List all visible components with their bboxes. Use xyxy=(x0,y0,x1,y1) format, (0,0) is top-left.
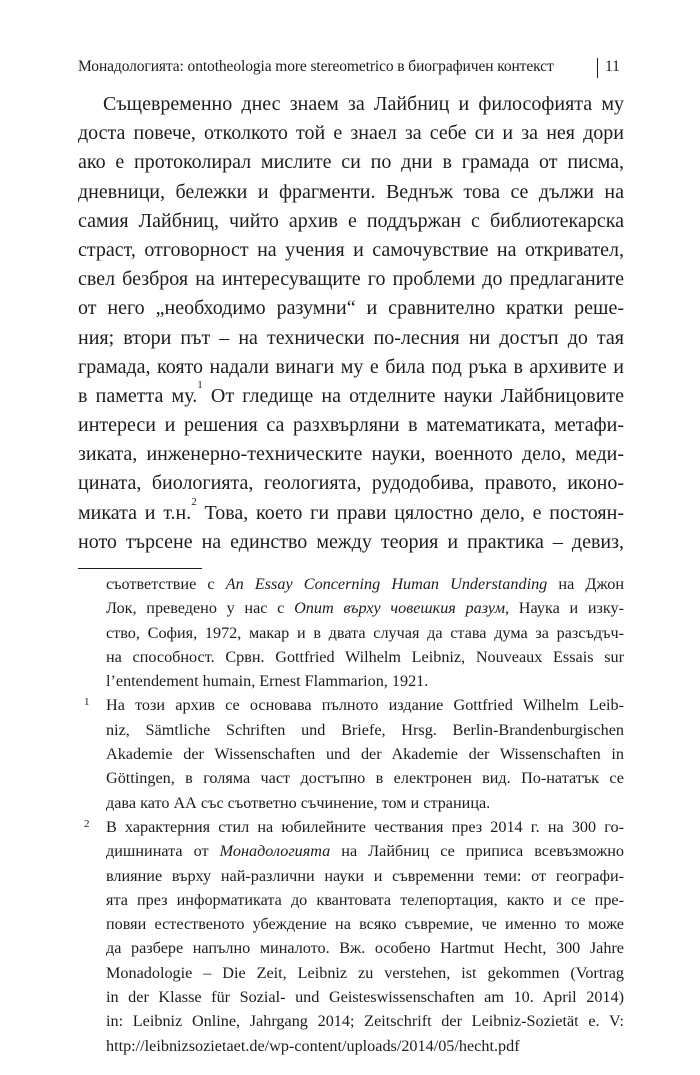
body-text-segment: Това, което ги прави цялостно дело, е постоян- xyxy=(204,501,624,524)
body-text-segment: От гледище на отделните науки Лайбницовите xyxy=(210,384,625,407)
footnote-line: В характерния стил на юбилейните чествания през 2014 г. на 300 го- xyxy=(106,817,624,836)
body-line: ното търсене на единство между теория и практика – девиз, xyxy=(78,530,624,553)
body-line: цината, биологията, геологията, рудодобива, правото, иконо- xyxy=(78,472,624,495)
body-line: самия Лайбниц, чийто архив е поддържан с библиотекарска xyxy=(78,209,624,232)
footnote-line: На този архив се основава пълното издание Gottfried Wilhelm Leib- xyxy=(106,696,624,715)
footnotes xyxy=(78,572,624,1058)
footnote-text: , Наука и изку- xyxy=(505,599,624,618)
footnote-line: ство, София, 1972, макар и в двата случая да става дума за разсъдъч- xyxy=(106,623,624,642)
footnote-marker: 1 xyxy=(84,696,90,709)
footnote-line: ята през информатиката до квантовата телепортация, както и се пре- xyxy=(106,890,624,909)
body-line: свел безброя на интересуващите го проблеми до предлаганите xyxy=(78,268,624,291)
footnote-text: на Джон xyxy=(547,575,624,593)
footnote-line: Göttingen, в голяма част достъпно в електронен вид. По-нататък се xyxy=(106,769,624,788)
footnote-reference-1[interactable]: 1 xyxy=(197,378,203,391)
footnote-text: Лок, преведено у нас с xyxy=(106,599,295,618)
body-text-segment: в паметта му. xyxy=(78,384,198,407)
footnote-2 xyxy=(78,815,624,1058)
footnote-text: на Лайбниц се приписа всевъзможно xyxy=(330,842,625,861)
footnote-text: съответствие с xyxy=(106,575,226,593)
footnote-line xyxy=(106,596,624,620)
footnote-line: да разбере напълно миналото. Вж. особено Hartmut Hecht, 300 Jahre xyxy=(106,939,624,958)
footnote-reference-2[interactable]: 2 xyxy=(191,495,197,508)
footnote-line: на способност. Срвн. Gottfried Wilhelm Leibniz, Nouveaux Essais sur xyxy=(106,647,624,666)
body-line: грамада, която надали винаги му е била под ръка в архивите и xyxy=(78,355,624,378)
body-line xyxy=(78,378,625,411)
body-line: дневници, бележки и фрагменти. Веднъж това се дължи на xyxy=(78,180,624,203)
body-line: от него „необходимо разумни“ и сравнително кратки реше- xyxy=(78,297,624,320)
body-text-segment: миката и т.н. xyxy=(78,501,192,524)
body-line: зиката, инженерно-техническите науки, военното дело, меди- xyxy=(78,443,624,466)
footnote-line: Akademie der Wissenschaften und der Akademie der Wissenschaften in xyxy=(106,745,624,764)
footnote-line: in: Leibniz Online, Jahrgang 2014; Zeitschrift der Leibniz-Sozietät e. V: xyxy=(106,1012,624,1031)
footnote-line: l’entendement humain, Ernest Flammarion, 1921. xyxy=(106,672,429,691)
footnote-text: дишнината от xyxy=(106,842,220,861)
footnote-line: in der Klasse für Sozial- und Geisteswissenschaften am 10. April 2014) xyxy=(106,988,624,1007)
running-header-title: Монадологията: ontotheologia more stereometrico в биографичен контекст xyxy=(78,58,554,75)
footnote-continued xyxy=(78,572,624,693)
footnote-italic-title: Опит върху човешкия разум xyxy=(294,599,506,618)
footnote-line: влияние върху най-различни науки и съвременни теми: от географи- xyxy=(106,866,624,885)
body-line xyxy=(78,495,624,528)
header-separator xyxy=(597,58,598,78)
footnote-line: niz, Sämtliche Schriften und Briefe, Hrsg. Berlin-Brandenburgischen xyxy=(106,720,624,739)
footnote-line xyxy=(106,572,624,596)
body-line: ния; втори път – на технически по-лесния ни достъп до тая xyxy=(78,326,624,349)
footnote-italic-title: An Essay Concerning Human Understanding xyxy=(225,575,548,593)
footnote-line: дава като АА със съответно съчинение, том и страница. xyxy=(106,793,491,812)
body-line: доста повече, отколкото той е знаел за себе си и за нея дори xyxy=(78,122,624,145)
body-line: страст, отговорност на учения и самочувствие на откривател, xyxy=(78,238,624,261)
main-paragraph xyxy=(78,90,624,557)
footnote-url[interactable]: http://leibnizsozietaet.de/wp-content/uploads/2014/05/hecht.pdf xyxy=(106,1036,520,1055)
footnote-marker: 2 xyxy=(84,817,90,830)
footnote-line: Monadologie – Die Zeit, Leibniz zu verstehen, ist gekommen (Vortrag xyxy=(106,963,624,982)
running-header xyxy=(78,54,624,80)
footnote-line xyxy=(106,839,624,863)
footnote-line: повяи естественото убеждение на всяко съвремие, че именно то може xyxy=(106,915,624,934)
footnote-italic-title: Монадологията xyxy=(219,842,331,861)
footnote-1 xyxy=(78,693,624,814)
body-line: Същевременно днес знаем за Лайбниц и философията му xyxy=(103,93,624,115)
footnote-separator xyxy=(78,568,202,569)
page-number: 11 xyxy=(605,58,620,75)
body-line: ако е протоколирал мислите си по дни в грамада от писма, xyxy=(78,151,624,174)
body-line: интереси и решения са разхвърляни в математиката, метафи- xyxy=(78,414,624,437)
